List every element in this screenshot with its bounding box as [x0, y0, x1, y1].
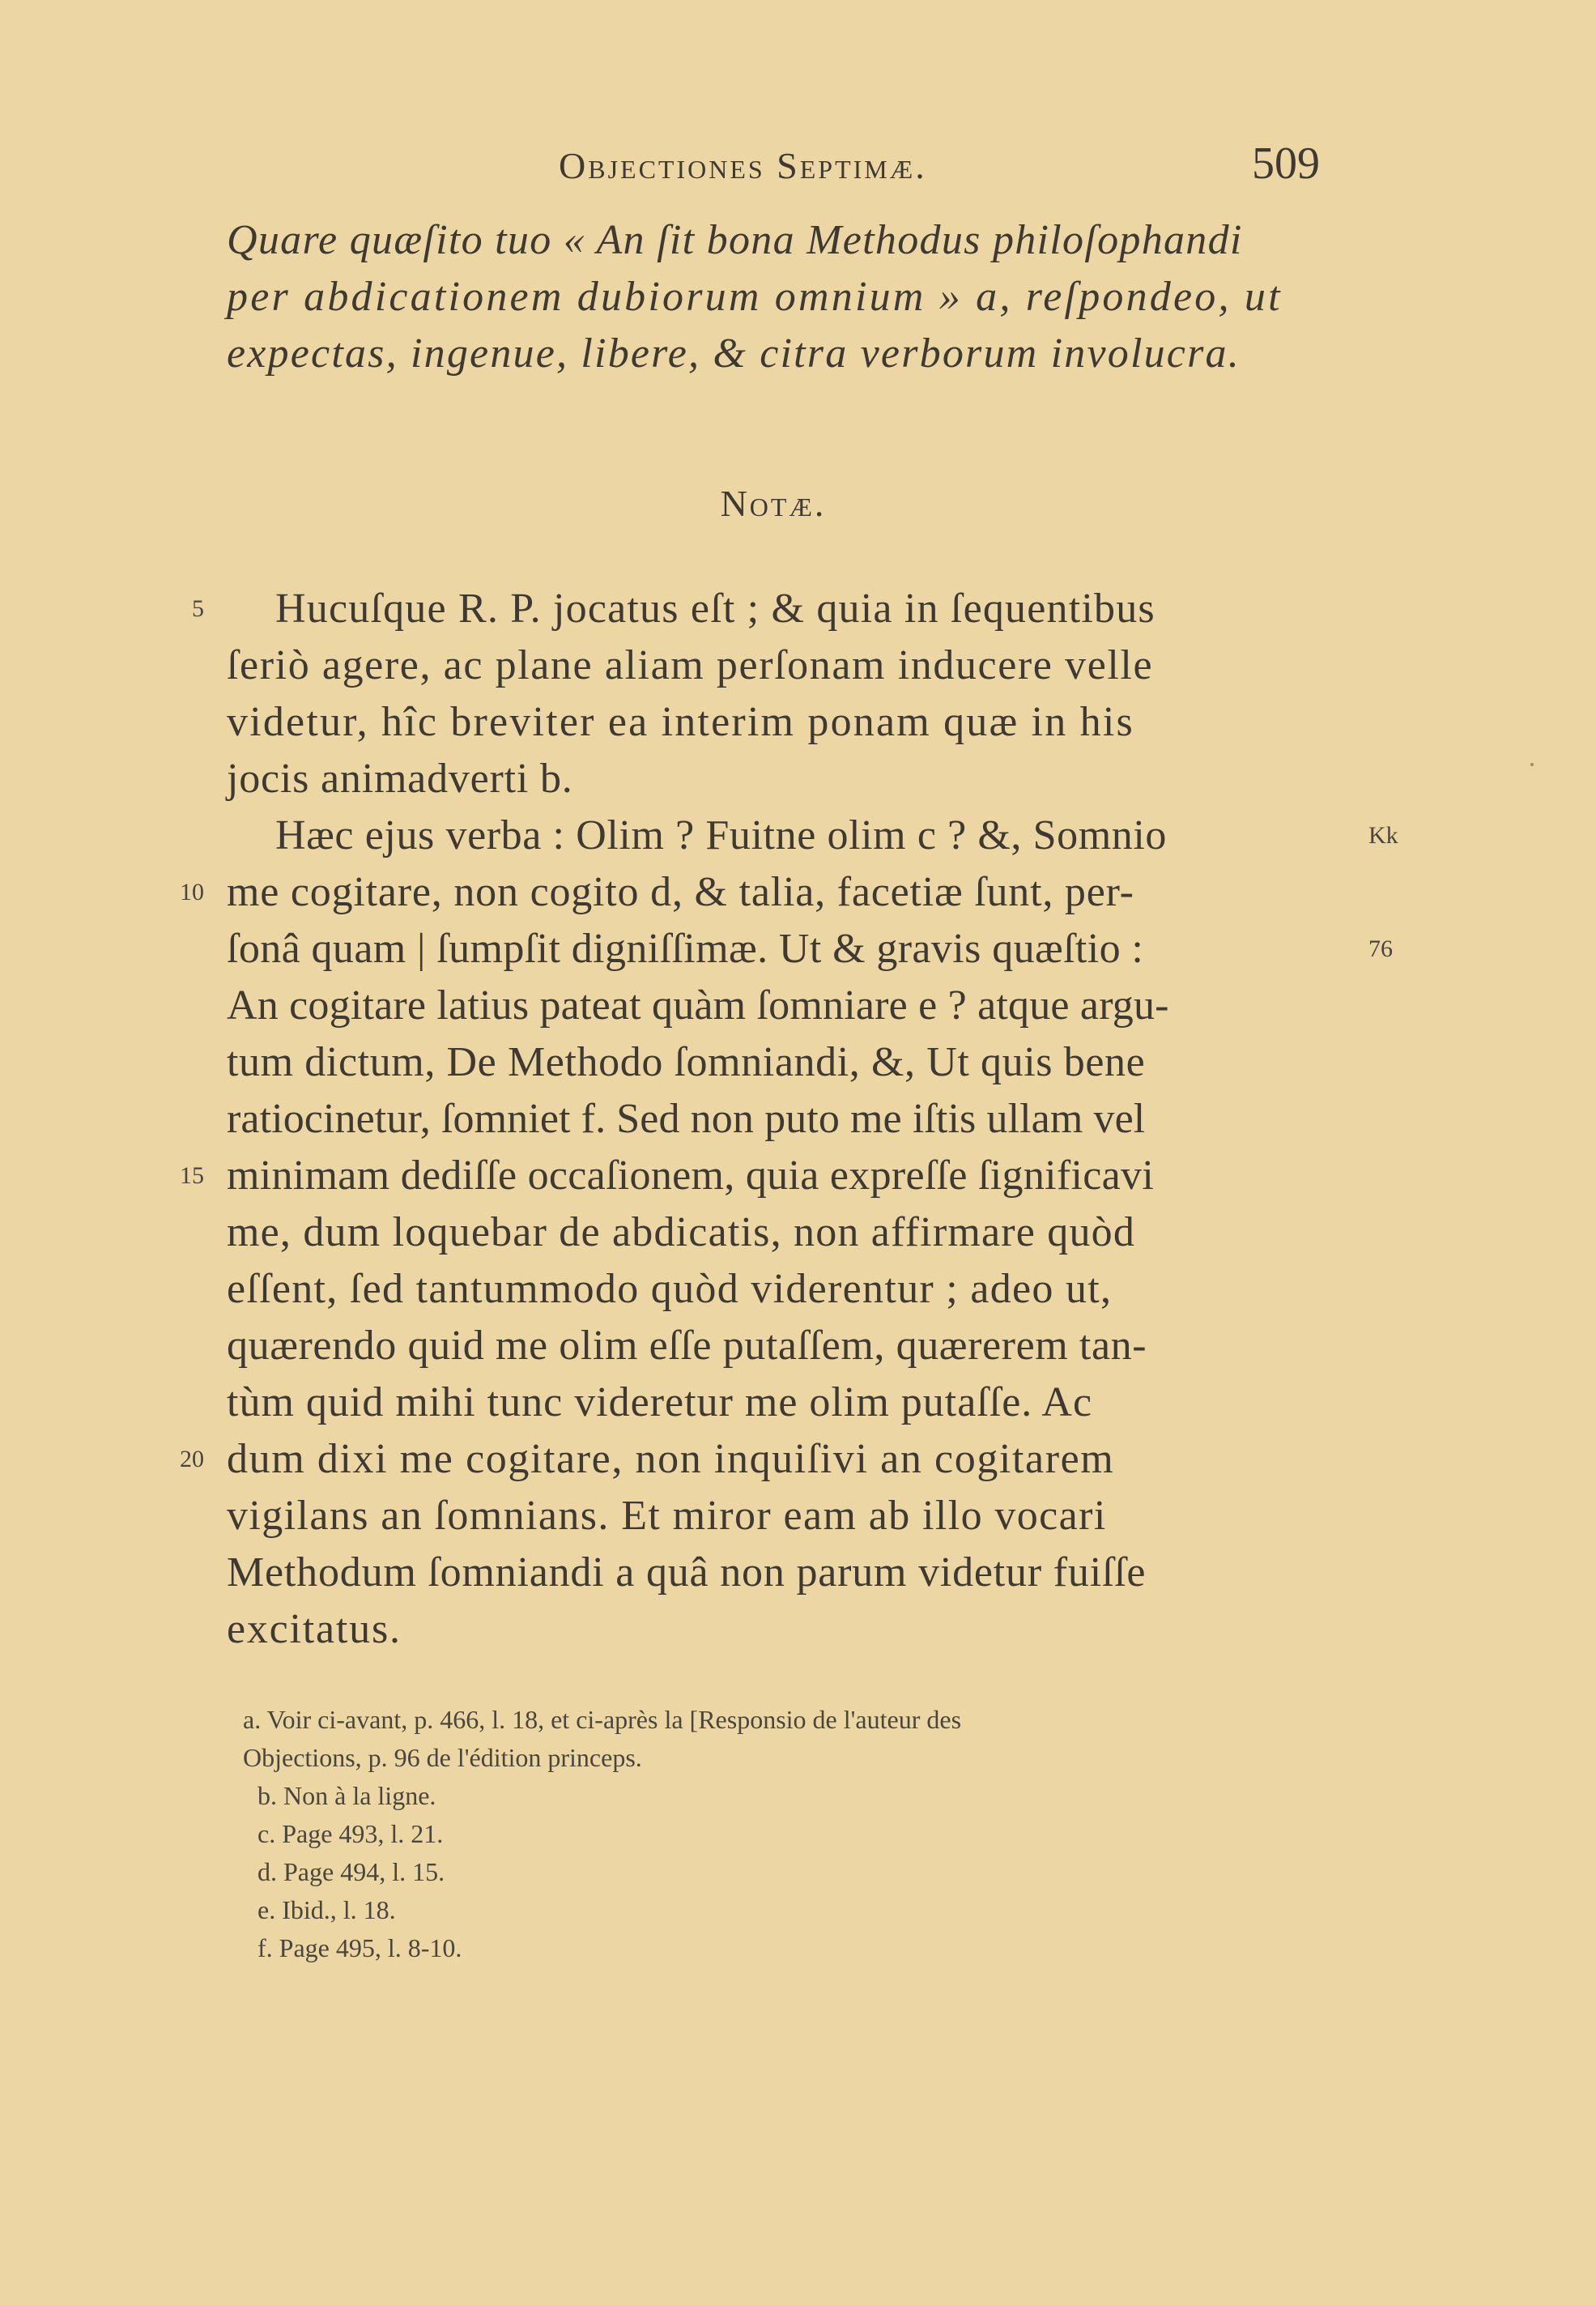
body-line-text: tum dictum, De Methodo ſomniandi, &, Ut quis bene	[227, 1039, 1146, 1085]
body-line	[227, 1091, 1320, 1148]
body-line	[192, 581, 1320, 637]
intro-line: Quare quæſito tuo « An ſit bona Methodus philoſophandi	[227, 217, 1243, 263]
body-line-text: tùm quid mihi tunc videretur me olim putaſſe. Ac	[227, 1379, 1093, 1425]
footnote: a. Voir ci-avant, p. 466, l. 18, et ci-après la [Responsio de l'auteur des	[243, 1705, 962, 1734]
running-head	[227, 138, 1320, 190]
body-line-text: videtur, hîc breviter ea interim ponam quæ in his	[227, 699, 1134, 745]
intro-line: expectas, ingenue, libere, & citra verborum involucra.	[227, 330, 1241, 377]
body-line-text: dum dixi me cogitare, non inquiſivi an cogitarem	[227, 1436, 1115, 1482]
body-line	[227, 1488, 1320, 1544]
margin-reference: Kk	[1368, 822, 1398, 849]
body-line	[227, 637, 1320, 694]
body-line	[180, 864, 1320, 921]
body-line	[227, 978, 1320, 1034]
notae-heading: Notæ.	[720, 483, 827, 524]
body-line	[227, 807, 1398, 864]
paper-speck	[1530, 763, 1534, 766]
body-line	[227, 1318, 1320, 1374]
body-line-text: ſonâ quam | ſumpſit digniſſimæ. Ut & gravis quæſtio :	[227, 926, 1144, 972]
body-line	[227, 751, 1320, 807]
body-line-text: minimam dediſſe occaſionem, quia expreſſe ſignificavi	[227, 1152, 1155, 1199]
body-line-text: Hæc ejus verba : Olim ? Fuitne olim c ? &, Somnio	[275, 812, 1168, 859]
footnote: d. Page 494, l. 15.	[257, 1857, 445, 1886]
page-number: 509	[1252, 138, 1320, 189]
body-line	[227, 1261, 1320, 1318]
body-line	[227, 1601, 1320, 1658]
line-number: 5	[192, 595, 204, 622]
running-title: Objectiones Septimæ.	[559, 145, 927, 186]
body-line	[180, 1431, 1320, 1488]
body-line-text: excitatus.	[227, 1606, 402, 1652]
body-line-text: ratiocinetur, ſomniet f. Sed non puto me iſtis ullam vel	[227, 1096, 1146, 1142]
body-line	[180, 1148, 1320, 1204]
body-line-text: jocis animadverti b.	[227, 756, 573, 802]
body-line-text: me, dum loquebar de abdicatis, non affirmare quòd	[227, 1209, 1136, 1255]
footnote: b. Non à la ligne.	[257, 1781, 436, 1810]
intro-line: per abdicationem dubiorum omnium » a, reſpondeo, ut	[227, 274, 1283, 320]
body-line-text: Methodum ſomniandi a quâ non parum videtur fuiſſe	[227, 1549, 1147, 1596]
body-line-text: ſeriò agere, ac plane aliam perſonam inducere velle	[227, 642, 1154, 688]
body-line	[227, 1374, 1320, 1431]
footnotes	[243, 1701, 1312, 1967]
body-line	[227, 1544, 1320, 1601]
body-line	[227, 694, 1320, 751]
line-number: 10	[180, 879, 204, 905]
intro-paragraph	[227, 212, 1320, 382]
notes-body	[180, 581, 1398, 1658]
body-line	[227, 1204, 1320, 1261]
footnote: Objections, p. 96 de l'édition princeps.	[243, 1743, 642, 1772]
line-number: 20	[180, 1446, 204, 1472]
margin-reference: 76	[1368, 935, 1393, 962]
footnote: e. Ibid., l. 18.	[257, 1895, 396, 1924]
body-line-text: Hucuſque R. P. jocatus eſt ; & quia in ſequentibus	[275, 586, 1156, 632]
body-line	[227, 921, 1393, 978]
body-line-text: eſſent, ſed tantummodo quòd viderentur ; adeo ut,	[227, 1266, 1113, 1312]
footnote: c. Page 493, l. 21.	[257, 1819, 444, 1848]
body-line	[227, 1034, 1320, 1091]
body-line-text: An cogitare latius pateat quàm ſomniare e ? atque argu-	[227, 982, 1169, 1029]
body-line-text: me cogitare, non cogito d, & talia, facetiæ ſunt, per-	[227, 869, 1134, 915]
line-number: 15	[180, 1162, 204, 1189]
body-line-text: vigilans an ſomnians. Et miror eam ab illo vocari	[227, 1493, 1107, 1539]
footnote: f. Page 495, l. 8-10.	[257, 1933, 462, 1962]
body-line-text: quærendo quid me olim eſſe putaſſem, quærerem tan-	[227, 1323, 1147, 1369]
